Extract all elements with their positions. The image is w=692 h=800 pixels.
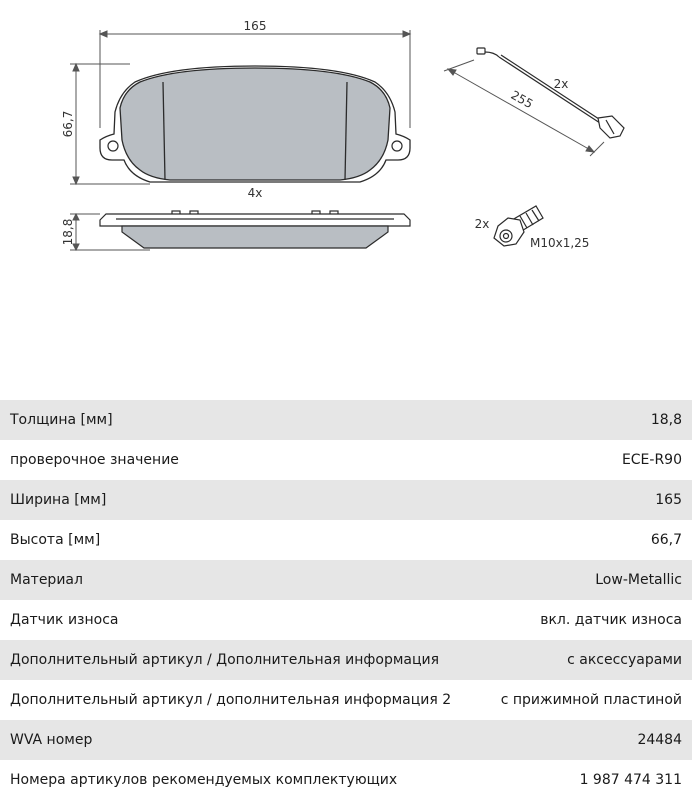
spec-value: с аксессуарами [567, 652, 682, 668]
sensor-length-label: 255 [508, 87, 536, 112]
spec-row-material [0, 560, 692, 600]
brake-pad-front-view [100, 66, 410, 182]
spec-label: Дополнительный артикул / дополнительная информация 2 [10, 692, 452, 708]
sensor-qty-label: 2x [553, 77, 569, 91]
thickness-label: 18,8 [61, 218, 75, 246]
spec-value: Low-Metallic [595, 572, 682, 588]
spec-value: 165 [655, 492, 682, 508]
spec-label: Ширина [мм] [10, 492, 107, 508]
spec-row-width [0, 480, 692, 520]
bolt-qty-label: 2x [474, 217, 490, 231]
specification-table [0, 400, 692, 800]
bolt-thread-label: M10x1,25 [530, 236, 590, 250]
spec-value: 24484 [637, 732, 682, 748]
quantity-label: 4x [247, 186, 263, 200]
spec-row-height [0, 520, 692, 560]
spec-value: ECE-R90 [621, 452, 682, 468]
spec-value: 18,8 [650, 412, 682, 428]
spec-value: с прижимной пластиной [500, 692, 682, 708]
height-label: 66,7 [61, 110, 75, 138]
spec-row-recommended-parts [0, 760, 692, 800]
spec-label: WVA номер [10, 732, 93, 748]
spec-value: вкл. датчик износа [540, 612, 682, 628]
spec-row-additional-info [0, 640, 692, 680]
spec-row-test-value [0, 440, 692, 480]
spec-label: Материал [10, 572, 83, 588]
spec-row-wear-sensor [0, 600, 692, 640]
spec-label: Дополнительный артикул / Дополнительная информация [10, 652, 440, 668]
spec-label: Толщина [мм] [10, 412, 113, 428]
spec-row-thickness [0, 400, 692, 440]
spec-label: Датчик износа [10, 612, 119, 628]
spec-row-additional-info-2 [0, 680, 692, 720]
spec-label: проверочное значение [10, 452, 179, 468]
width-label: 165 [243, 19, 267, 33]
spec-row-wva-number [0, 720, 692, 760]
spec-value: 66,7 [650, 532, 682, 548]
spec-value: 1 987 474 311 [579, 772, 682, 788]
spec-label: Высота [мм] [10, 532, 101, 548]
spec-label: Номера артикулов рекомендуемых комплектующих [10, 772, 398, 788]
wear-sensor [477, 48, 624, 138]
brake-pad-side-view [100, 211, 410, 248]
